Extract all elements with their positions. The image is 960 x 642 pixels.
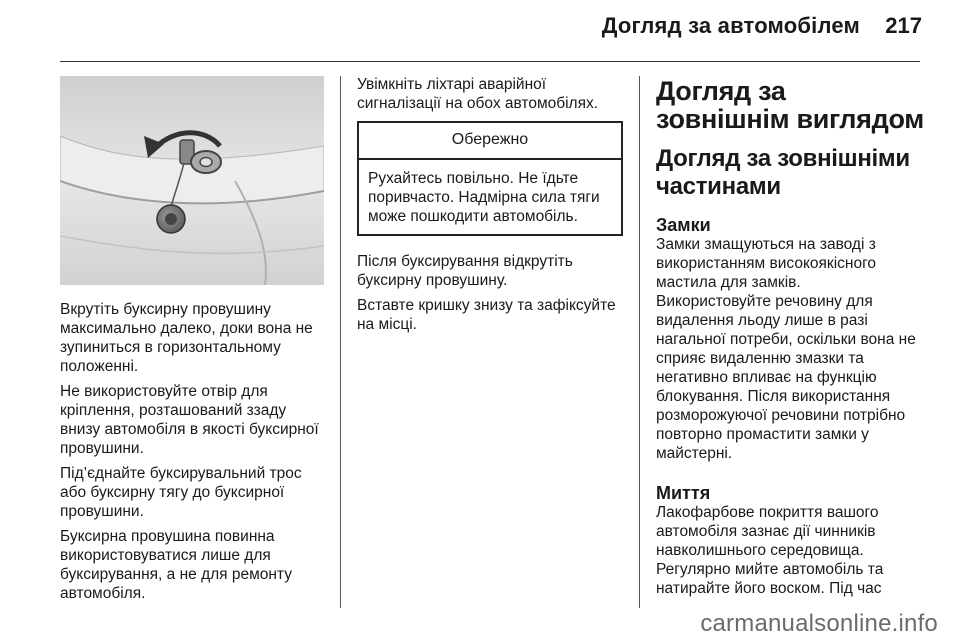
section-heading-sub: Догляд за зовнішніми частинами (656, 145, 910, 200)
locks-paragraph: Замки змащуються на заводі з використанням високоякісного мастила для замків. (656, 236, 877, 291)
column-divider-right (639, 76, 640, 608)
caution-box (357, 121, 623, 236)
middle-paragraph: Вставте кришку знизу та зафіксуйте на місці. (357, 297, 616, 333)
middle-column (357, 75, 623, 340)
caution-title: Обережно (359, 123, 621, 160)
column-divider-left (340, 76, 341, 608)
page-header-title: Догляд за автомобілем (601, 13, 860, 38)
left-paragraph: Не використовуйте отвір для кріплення, розташований ззаду внизу автомобіля в якості буксирної провушини. (60, 383, 319, 457)
middle-intro-paragraph: Увімкніть ліхтарі аварійної сигналізації на обох автомобілях. (357, 76, 599, 112)
washing-paragraph: Регулярно мийте автомобіль та натирайте його воском. Під час (656, 561, 884, 597)
middle-paragraph: Після буксирування відкрутіть буксирну провушину. (357, 253, 573, 289)
left-column (60, 300, 328, 609)
locks-paragraph: Використовуйте речовину для видалення льоду лише в разі нагальної потреби, оскільки вона не сприяє видаленню змазки та негативно впливає на функцію блокування. Після використання розморожуючої речовини потрібно повторно промастити замки у майстерні. (656, 293, 916, 462)
left-paragraph: Вкрутіть буксирну провушину максимально далеко, доки вона не зупиниться в горизонтальному положенні. (60, 301, 313, 375)
left-paragraph: Під’єднайте буксирувальний трос або буксирну тягу до буксирної провушини. (60, 465, 302, 520)
towing-eye-drawing (60, 76, 324, 285)
towing-eye-illustration (60, 76, 324, 285)
right-column (656, 75, 924, 598)
caution-text: Рухайтесь повільно. Не їдьте поривчасто. Надмірна сила тяги може пошкодити автомобіль. (368, 170, 600, 225)
subsection-heading-washing: Миття (656, 483, 711, 503)
section-heading-main: Догляд за зовнішнім виглядом (656, 76, 924, 134)
subsection-heading-locks: Замки (656, 215, 711, 235)
watermark: carmanualsonline.info (700, 610, 938, 637)
left-paragraph: Буксирна провушина повинна використовуватися лише для буксирування, а не для ремонту автомобіля. (60, 528, 292, 602)
washing-paragraph: Лакофарбове покриття вашого автомобіля зазнає дії чинників навколишнього середовища. (656, 504, 879, 559)
page-number: 217 (885, 13, 922, 38)
header-divider (60, 61, 920, 62)
